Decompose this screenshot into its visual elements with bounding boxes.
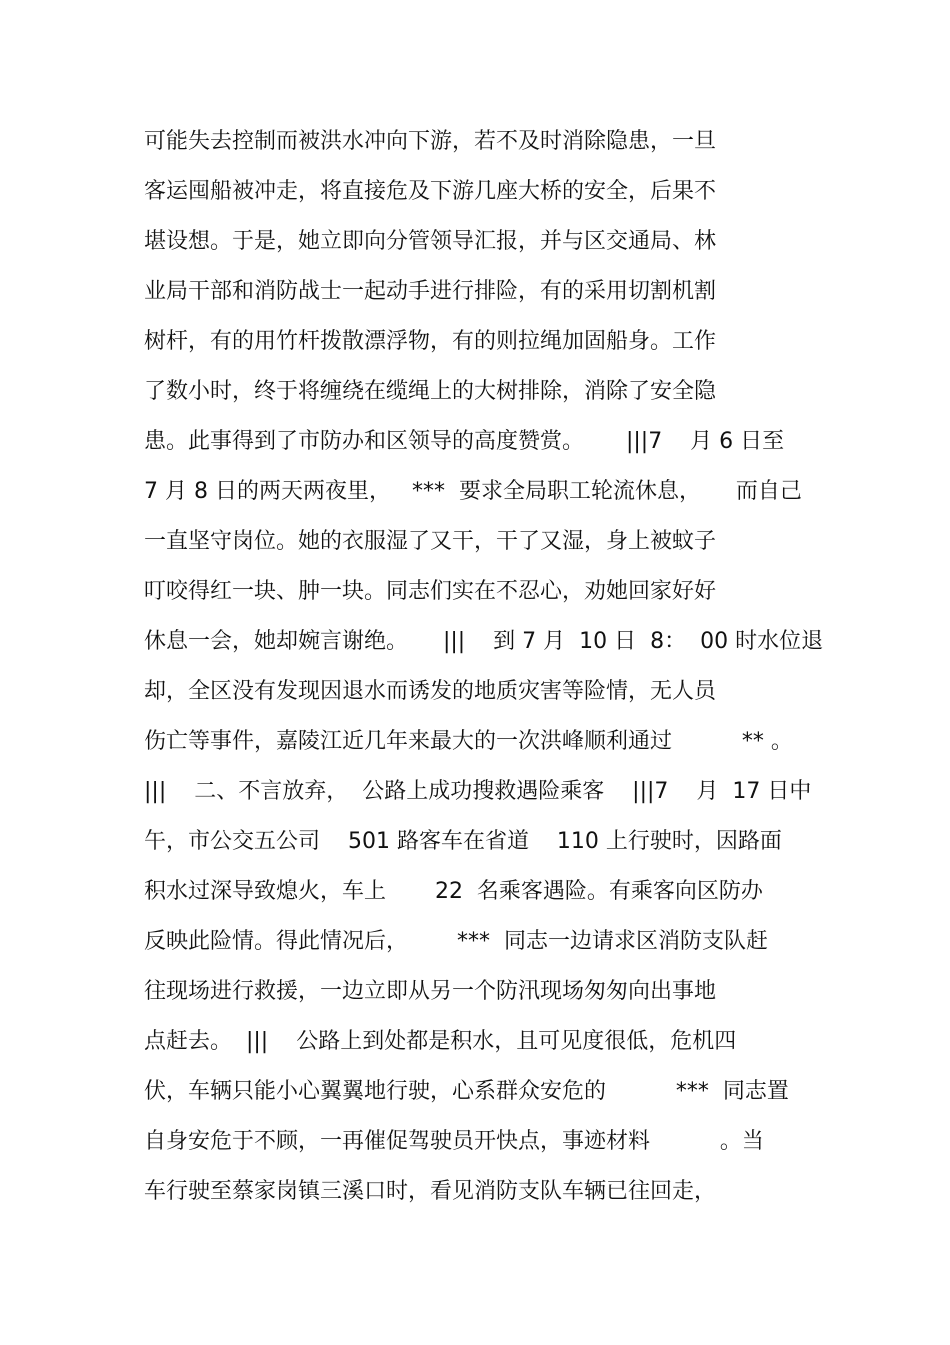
text-line: ||| 二、不言放弃， 公路上成功搜救遇险乘客 |||7 月 17 日中: [144, 779, 812, 804]
text-line: 午，市公交五公司 501 路客车在省道 110 上行驶时，因路面: [144, 829, 782, 854]
text-line: 7 月 8 日的两天两夜里， *** 要求全局职工轮流休息， 而自己: [144, 479, 802, 504]
text-line: 了数小时，终于将缠绕在缆绳上的大树排除，消除了安全隐: [144, 379, 717, 404]
text-line: 自身安危于不顾，一再催促驾驶员开快点，事迹材料 。当: [144, 1129, 764, 1154]
text-line: 业局干部和消防战士一起动手进行排险，有的采用切割机割: [144, 279, 717, 304]
text-line: 伤亡等事件，嘉陵江近几年来最大的一次洪峰顺利通过 ** 。: [144, 729, 793, 754]
body-text: [144, 122, 824, 1222]
text-line: 伏，车辆只能小心翼翼地行驶，心系群众安危的 *** 同志置: [144, 1079, 789, 1104]
text-line: 一直坚守岗位。她的衣服湿了又干，干了又湿，身上被蚊子: [144, 529, 717, 554]
text-line: 可能失去控制而被洪水冲向下游，若不及时消除隐患，一旦: [144, 129, 717, 154]
text-line: 休息一会，她却婉言谢绝。 ||| 到 7 月 10 日 8： 00 时水位退: [144, 629, 824, 654]
text-line: 反映此险情。得此情况后， *** 同志一边请求区消防支队赶: [144, 929, 768, 954]
text-line: 却，全区没有发现因退水而诱发的地质灾害等险情，无人员: [144, 679, 717, 704]
text-line: 患。此事得到了市防办和区领导的高度赞赏。 |||7 月 6 日至: [144, 429, 785, 454]
text-line: 堪设想。于是，她立即向分管领导汇报，并与区交通局、林: [144, 229, 717, 254]
text-line: 积水过深导致熄火，车上 22 名乘客遇险。有乘客向区防办: [144, 879, 763, 904]
text-line: 往现场进行救援，一边立即从另一个防汛现场匆匆向出事地: [144, 979, 717, 1004]
text-line: 点赶去。 ||| 公路上到处都是积水，且可见度很低，危机四: [144, 1029, 737, 1054]
text-line: 叮咬得红一块、肿一块。同志们实在不忍心，劝她回家好好: [144, 579, 717, 604]
text-line: 客运囤船被冲走，将直接危及下游几座大桥的安全，后果不: [144, 179, 717, 204]
text-line: 车行驶至蔡家岗镇三溪口时，看见消防支队车辆已往回走，: [144, 1179, 717, 1204]
text-line: 树杆，有的用竹杆拨散漂浮物，有的则拉绳加固船身。工作: [144, 329, 717, 354]
